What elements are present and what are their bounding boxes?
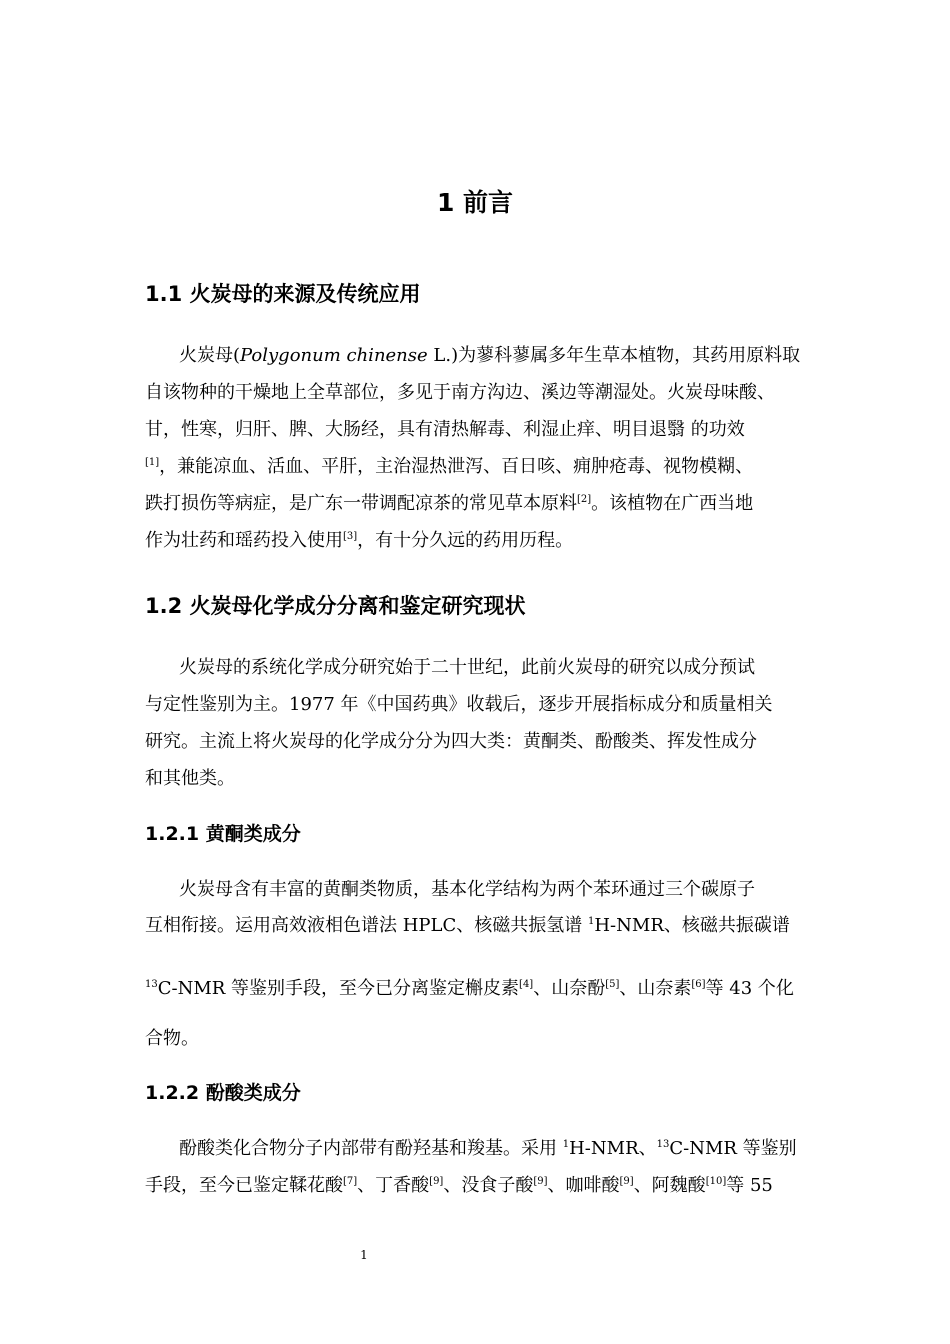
- page-number: 1: [360, 1248, 368, 1262]
- section-heading-1-1: 1.1 火炭母的来源及传统应用: [145, 282, 421, 306]
- text-line: 手段，至今已鉴定鞣花酸[7]、丁香酸[9]、没食子酸[9]、咖啡酸[9]、阿魏酸[10]等 55: [145, 1175, 773, 1196]
- section-heading-1-2-1: 1.2.1 黄酮类成分: [145, 823, 301, 845]
- text-line: 合物。: [145, 1028, 199, 1049]
- text-line: 火炭母含有丰富的黄酮类物质，基本化学结构为两个苯环通过三个碳原子: [179, 879, 755, 900]
- citation: [2]: [577, 494, 592, 505]
- text-line: 作为壮药和瑶药投入使用[3]，有十分久远的药用历程。: [145, 530, 574, 551]
- text-line: $^{13}$C-NMR 等鉴别手段，至今已分离鉴定槲皮素[4]、山奈酚[5]、山奈素[6]等 43 个化: [145, 978, 794, 999]
- text-line: 火炭母(Polygonum chinense L.)为蓼科蓼属多年生草本植物，其药用原料取: [179, 345, 801, 366]
- section-heading-1-2-2: 1.2.2 酚酸类成分: [145, 1082, 301, 1104]
- citation: [9]: [619, 1176, 634, 1187]
- text-line: [1]，兼能凉血、活血、平肝，主治湿热泄泻、百日咳、痈肿疮毒、视物模糊、: [145, 456, 754, 477]
- text-line: 互相衔接。运用高效液相色谱法 HPLC、核磁共振氢谱 $^1$H-NMR、核磁共振碳谱: [145, 915, 790, 936]
- text-line: 跌打损伤等病症，是广东一带调配凉茶的常见草本原料[2]。该植物在广西当地: [145, 493, 754, 514]
- chapter-heading: 1 前言: [436, 188, 514, 217]
- citation: [6]: [691, 979, 706, 990]
- text-line: 火炭母的系统化学成分研究始于二十世纪，此前火炭母的研究以成分预试: [179, 657, 755, 678]
- citation: [9]: [429, 1176, 444, 1187]
- text-line: 自该物种的干燥地上全草部位，多见于南方沟边、溪边等潮湿处。火炭母味酸、: [145, 382, 775, 403]
- section-heading-1-2: 1.2 火炭母化学成分分离和鉴定研究现状: [145, 594, 526, 618]
- text-line: 与定性鉴别为主。1977 年《中国药典》收载后，逐步开展指标成分和质量相关: [145, 694, 773, 715]
- citation: [3]: [343, 531, 358, 542]
- text-line: 甘，性寒，归肝、脾、大肠经，具有清热解毒、利湿止痒、明目退翳 的功效: [145, 419, 745, 440]
- text-line: 酚酸类化合物分子内部带有酚羟基和羧基。采用 $^1$H-NMR、$^{13}$C-NMR 等鉴别: [179, 1138, 797, 1159]
- citation: [1]: [145, 457, 160, 468]
- citation: [5]: [605, 979, 620, 990]
- text-line: 研究。主流上将火炭母的化学成分分为四大类：黄酮类、酚酸类、挥发性成分: [145, 731, 757, 752]
- citation: [4]: [519, 979, 534, 990]
- citation: [9]: [533, 1176, 548, 1187]
- text-line: 和其他类。: [145, 768, 235, 789]
- citation: [10]: [705, 1176, 727, 1187]
- citation: [7]: [343, 1176, 358, 1187]
